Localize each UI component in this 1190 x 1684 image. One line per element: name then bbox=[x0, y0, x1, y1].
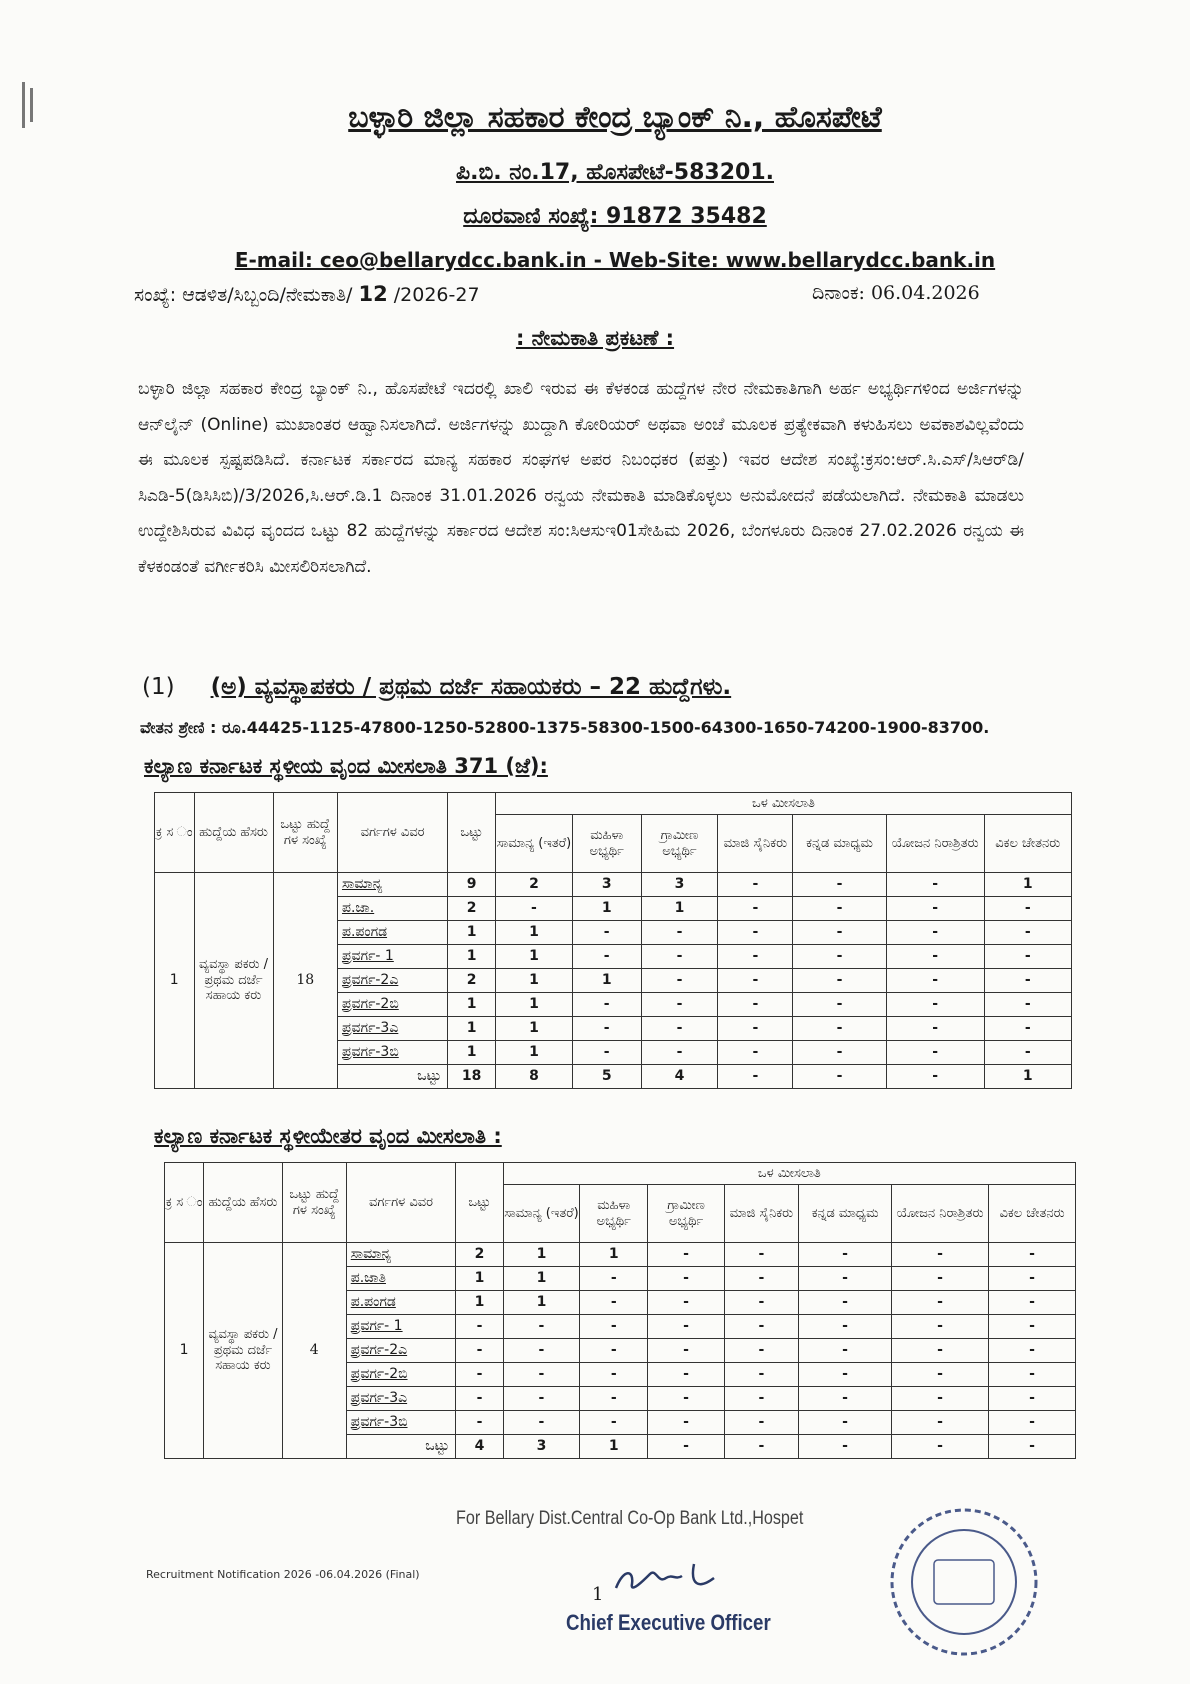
cell-category: ಸಾಮಾನ್ಯ bbox=[346, 1243, 455, 1267]
cell-value: - bbox=[580, 1411, 648, 1435]
cell-total: 1 bbox=[456, 1291, 504, 1315]
col-header-total: ಒಟ್ಟು bbox=[456, 1163, 504, 1243]
cell-value: - bbox=[718, 969, 793, 993]
cell-value: - bbox=[799, 1243, 892, 1267]
cell-total-value: 4 bbox=[641, 1065, 718, 1089]
cell-total-value: 8 bbox=[495, 1065, 572, 1089]
cell-total-value: - bbox=[648, 1435, 724, 1459]
cell-post-name: ವ್ಯವಸ್ಥಾ ಪಕರು / ಪ್ರಥಮ ದರ್ಜೆ ಸಹಾಯ ಕರು bbox=[194, 873, 273, 1089]
cell-value: - bbox=[989, 1387, 1076, 1411]
cell-total: 1 bbox=[448, 921, 496, 945]
cell-value: - bbox=[989, 1315, 1076, 1339]
cell-value: - bbox=[984, 1017, 1071, 1041]
col-header-post: ಹುದ್ದೆಯ ಹೆಸರು bbox=[204, 1163, 282, 1243]
cell-category: ಪ್ರವರ್ಗ-3ಬಿ bbox=[337, 1041, 447, 1065]
cell-value: - bbox=[724, 1411, 798, 1435]
cell-total-value: - bbox=[718, 1065, 793, 1089]
bank-contact: E-mail: ceo@bellarydcc.bank.in - Web-Site: www.bellarydcc.bank.in bbox=[234, 248, 996, 272]
cell-total: 2 bbox=[448, 897, 496, 921]
cell-value: - bbox=[984, 993, 1071, 1017]
cell-category: ಪ.ಪಂಗಡ bbox=[337, 921, 447, 945]
cell-total-value: 4 bbox=[456, 1435, 504, 1459]
col-header-sub-0: ಸಾಮಾನ್ಯ (ಇತರೆ) bbox=[495, 815, 572, 873]
cell-value: 1 bbox=[495, 945, 572, 969]
cell-value: - bbox=[648, 1387, 724, 1411]
cell-value: - bbox=[793, 873, 887, 897]
col-header-sub-4: ಕನ್ನಡ ಮಾಧ್ಯಮ bbox=[793, 815, 887, 873]
cell-total: 1 bbox=[448, 1041, 496, 1065]
col-header-sub-3: ಮಾಜಿ ಸೈನಿಕರು bbox=[718, 815, 793, 873]
cell-value: 1 bbox=[503, 1267, 579, 1291]
cell-value: - bbox=[572, 1041, 641, 1065]
for-bank-line: For Bellary Dist.Central Co-Op Bank Ltd.,Hospet bbox=[456, 1508, 804, 1529]
col-header-category: ವರ್ಗಗಳ ವಿವರ bbox=[346, 1163, 455, 1243]
col-header-sl: ಕ್ರ ಸ ಂ bbox=[155, 793, 195, 873]
cell-total: - bbox=[456, 1315, 504, 1339]
cell-category: ಪ್ರವರ್ಗ-3ಎ bbox=[346, 1387, 455, 1411]
cell-category: ಪ್ರವರ್ಗ-3ಬಿ bbox=[346, 1411, 455, 1435]
cell-value: - bbox=[724, 1243, 798, 1267]
bank-phone: ದೂರವಾಣಿ ಸಂಖ್ಯೆ: 91872 35482 bbox=[463, 204, 767, 229]
cell-value: - bbox=[892, 1363, 989, 1387]
cell-value: 1 bbox=[495, 993, 572, 1017]
cell-value: - bbox=[718, 873, 793, 897]
cell-total-value: - bbox=[892, 1435, 989, 1459]
cell-category: ಪ್ರವರ್ಗ-2ಎ bbox=[337, 969, 447, 993]
cell-total-value: 3 bbox=[503, 1435, 579, 1459]
cell-value: - bbox=[989, 1291, 1076, 1315]
cell-value: 1 bbox=[495, 1017, 572, 1041]
cell-category: ಪ.ಜಾ. bbox=[337, 897, 447, 921]
cell-total-posts: 18 bbox=[273, 873, 337, 1089]
col-header-total: ಒಟ್ಟು bbox=[448, 793, 496, 873]
cell-value: - bbox=[892, 1387, 989, 1411]
col-header-post: ಹುದ್ದೆಯ ಹೆಸರು bbox=[194, 793, 273, 873]
designation: Chief Executive Officer bbox=[566, 1610, 771, 1635]
cell-value: 1 bbox=[572, 969, 641, 993]
cell-value: - bbox=[572, 1017, 641, 1041]
cell-value: - bbox=[572, 945, 641, 969]
col-header-sub-1: ಮಹಿಳಾ ಅಭ್ಯರ್ಥಿ bbox=[572, 815, 641, 873]
cell-value: 3 bbox=[572, 873, 641, 897]
cell-value: - bbox=[886, 897, 984, 921]
cell-value: - bbox=[892, 1243, 989, 1267]
cell-value: - bbox=[892, 1291, 989, 1315]
cell-value: - bbox=[503, 1363, 579, 1387]
cell-value: - bbox=[989, 1411, 1076, 1435]
cell-total: 1 bbox=[456, 1267, 504, 1291]
cell-value: - bbox=[648, 1243, 724, 1267]
footer-note: Recruitment Notification 2026 -06.04.2026 (Final) bbox=[146, 1568, 420, 1581]
cell-value: - bbox=[648, 1291, 724, 1315]
cell-value: - bbox=[648, 1411, 724, 1435]
cell-value: - bbox=[799, 1267, 892, 1291]
cell-value: - bbox=[892, 1411, 989, 1435]
col-header-category: ವರ್ಗಗಳ ವಿವರ bbox=[337, 793, 447, 873]
cell-value: - bbox=[495, 897, 572, 921]
cell-value: - bbox=[580, 1315, 648, 1339]
cell-total-value: - bbox=[799, 1435, 892, 1459]
col-header-sub-2: ಗ್ರಾಮೀಣ ಅಭ್ಯರ್ಥಿ bbox=[648, 1185, 724, 1243]
cell-value: - bbox=[793, 993, 887, 1017]
cell-value: - bbox=[886, 969, 984, 993]
cell-total: - bbox=[456, 1363, 504, 1387]
cell-value: - bbox=[984, 945, 1071, 969]
section-heading: (ಅ) ವ್ಯವಸ್ಥಾಪಕರು / ಪ್ರಥಮ ದರ್ಜೆ ಸಹಾಯಕರು – 22 ಹುದ್ದೆಗಳು. bbox=[210, 674, 732, 700]
cell-value: - bbox=[892, 1315, 989, 1339]
cell-value: - bbox=[989, 1339, 1076, 1363]
col-header-sub-0: ಸಾಮಾನ್ಯ (ಇತರೆ) bbox=[503, 1185, 579, 1243]
cell-total: 1 bbox=[448, 1017, 496, 1041]
cell-value: - bbox=[648, 1339, 724, 1363]
col-header-sub-5: ಯೋಜನ ನಿರಾಶ್ರಿತರು bbox=[886, 815, 984, 873]
notice-date: ದಿನಾಂಕ: 06.04.2026 bbox=[812, 282, 980, 304]
cell-sl: 1 bbox=[155, 873, 195, 1089]
cell-total-value: 1 bbox=[984, 1065, 1071, 1089]
cell-sl: 1 bbox=[165, 1243, 204, 1459]
notice-title: : ನೇಮಕಾತಿ ಪ್ರಕಟಣೆ : bbox=[515, 326, 675, 350]
bank-name: ಬಳ್ಳಾರಿ ಜಿಲ್ಲಾ ಸಹಕಾರ ಕೇಂದ್ರ ಬ್ಯಾಂಕ್ ನಿ., ಹೊಸಪೇಟೆ bbox=[348, 100, 882, 135]
cell-value: - bbox=[886, 1041, 984, 1065]
cell-total-value: - bbox=[886, 1065, 984, 1089]
cell-value: - bbox=[641, 969, 718, 993]
cell-value: - bbox=[724, 1339, 798, 1363]
cell-value: - bbox=[984, 897, 1071, 921]
cell-value: - bbox=[724, 1291, 798, 1315]
cell-value: - bbox=[799, 1291, 892, 1315]
cell-value: - bbox=[580, 1291, 648, 1315]
cell-value: - bbox=[648, 1363, 724, 1387]
cell-value: 1 bbox=[503, 1243, 579, 1267]
col-header-sub-4: ಕನ್ನಡ ಮಾಧ್ಯಮ bbox=[799, 1185, 892, 1243]
table-header-row bbox=[155, 793, 1072, 815]
cell-value: 1 bbox=[495, 921, 572, 945]
cell-value: - bbox=[718, 1041, 793, 1065]
cell-value: - bbox=[641, 1017, 718, 1041]
cell-value: - bbox=[984, 921, 1071, 945]
cell-total-value: 18 bbox=[448, 1065, 496, 1089]
cell-value: - bbox=[886, 921, 984, 945]
table-row bbox=[165, 1243, 1076, 1267]
section-title bbox=[142, 674, 731, 700]
reference-suffix: /2026-27 bbox=[387, 284, 480, 306]
section-number: (1) bbox=[142, 674, 175, 700]
cell-category: ಪ್ರವರ್ಗ-2ಎ bbox=[346, 1339, 455, 1363]
cell-value: - bbox=[793, 921, 887, 945]
cell-category: ಸಾಮಾನ್ಯ bbox=[337, 873, 447, 897]
bank-address: ಪಿ.ಬಿ. ನಂ.17, ಹೊಸಪೇಟೆ-583201. bbox=[455, 160, 774, 185]
col-header-sub-6: ವಿಕಲ ಚೇತನರು bbox=[989, 1185, 1076, 1243]
cell-total-value: - bbox=[989, 1435, 1076, 1459]
cell-value: - bbox=[886, 993, 984, 1017]
cell-total: 1 bbox=[448, 945, 496, 969]
cell-total: 2 bbox=[448, 969, 496, 993]
cell-value: - bbox=[793, 1017, 887, 1041]
cell-value: 1 bbox=[572, 897, 641, 921]
cell-value: - bbox=[793, 969, 887, 993]
cell-category: ಪ್ರವರ್ಗ-3ಎ bbox=[337, 1017, 447, 1041]
cell-value: - bbox=[724, 1315, 798, 1339]
cell-value: - bbox=[984, 1041, 1071, 1065]
page-number: 1 bbox=[592, 1584, 604, 1605]
reference-number bbox=[134, 282, 480, 306]
cell-value: - bbox=[724, 1267, 798, 1291]
cell-total-label: ಒಟ್ಟು bbox=[337, 1065, 447, 1089]
cell-value: - bbox=[793, 945, 887, 969]
cell-value: - bbox=[793, 897, 887, 921]
cell-total: - bbox=[456, 1411, 504, 1435]
cell-value: - bbox=[503, 1411, 579, 1435]
cell-value: - bbox=[892, 1267, 989, 1291]
cell-value: - bbox=[580, 1363, 648, 1387]
cell-value: - bbox=[984, 969, 1071, 993]
cell-total: 9 bbox=[448, 873, 496, 897]
pay-scale: ವೇತನ ಶ್ರೇಣಿ : ರೂ.44425-1125-47800-1250-52800-1375-58300-1500-64300-1650-74200-1900-83700. bbox=[140, 718, 990, 737]
cell-total: - bbox=[456, 1339, 504, 1363]
col-header-sub-3: ಮಾಜಿ ಸೈನಿಕರು bbox=[724, 1185, 798, 1243]
cell-category: ಪ್ರವರ್ಗ- 1 bbox=[337, 945, 447, 969]
cell-value: - bbox=[648, 1267, 724, 1291]
official-seal-icon bbox=[884, 1502, 1044, 1662]
cell-value: - bbox=[989, 1267, 1076, 1291]
cell-value: - bbox=[503, 1339, 579, 1363]
cell-value: - bbox=[989, 1363, 1076, 1387]
cell-value: - bbox=[718, 1017, 793, 1041]
col-header-sl: ಕ್ರ ಸ ಂ bbox=[165, 1163, 204, 1243]
cell-total-value: 1 bbox=[580, 1435, 648, 1459]
cell-value: - bbox=[886, 945, 984, 969]
col-header-sub-6: ವಿಕಲ ಚೇತನರು bbox=[984, 815, 1071, 873]
cell-total-value: - bbox=[724, 1435, 798, 1459]
cell-value: - bbox=[718, 993, 793, 1017]
cell-value: - bbox=[892, 1339, 989, 1363]
cell-value: - bbox=[799, 1363, 892, 1387]
cell-value: - bbox=[580, 1387, 648, 1411]
table-1-title: ಕಲ್ಯಾಣ ಕರ್ನಾಟಕ ಸ್ಥಳೀಯ ವೃಂದ ಮೀಸಲಾತಿ 371 (ಜೆ): bbox=[144, 754, 548, 778]
cell-value: 1 bbox=[495, 969, 572, 993]
notice-paragraph: ಬಳ್ಳಾರಿ ಜಿಲ್ಲಾ ಸಹಕಾರ ಕೇಂದ್ರ ಬ್ಯಾಂಕ್ ನಿ., ಹೊಸಪೇಟೆ ಇದರಲ್ಲಿ ಖಾಲಿ ಇರುವ ಈ ಕೆಳಕಂಡ ಹುದ್ದೆಗಳ ನೇರ ನೇಮಕಾತಿಗಾಗಿ ಅರ್ಹ ಅಭ್ಯರ್ಥಿಗಳಿಂದ ಅರ್ಜಿಗಳನ್ನು ಆನ್‌ಲೈನ್ (Online) ಮುಖಾಂತರ ಆಹ್ವಾನಿಸಲಾಗಿದೆ. ಅರ್ಜಿಗಳನ್ನು ಖುದ್ದಾಗಿ ಕೋರಿಯರ್ ಅಥವಾ ಅಂಚೆ ಮೂಲಕ ಪ್ರತ್ಯೇಕವಾಗಿ ಕಳುಹಿಸಲು ಅವಕಾಶವಿಲ್ಲವೆಂದು ಈ ಮೂಲಕ ಸ್ಪಷ್ಟಪಡಿಸಿದೆ. ಕರ್ನಾಟಕ ಸರ್ಕಾರದ ಮಾನ್ಯ ಸಹಕಾರ ಸಂಘಗಳ ಅಪರ ನಿಬಂಧಕರ (ಪತ್ತು) ಇವರ ಆದೇಶ ಸಂಖ್ಯೆ:ಕ್ರಸಂ:ಆರ್.ಸಿ.ಎಸ್/ಸಿಆರ್‌ಡಿ/ಸಿಎಡಿ-5(ಡಿಸಿಸಿಬಿ)/3/2026,ಸಿ.ಆರ್.ಡಿ.1 ದಿನಾಂಕ 31.01.2026 ರನ್ವಯ ನೇಮಕಾತಿ ಮಾಡಿಕೊಳ್ಳಲು ಅನುಮೋದನೆ ಪಡೆಯಲಾಗಿದೆ. ನೇಮಕಾತಿ ಮಾಡಲು ಉದ್ದೇಶಿಸಿರುವ ವಿವಿಧ ವೃಂದದ ಒಟ್ಟು 82 ಹುದ್ದೆಗಳನ್ನು ಸರ್ಕಾರದ ಆದೇಶ ಸಂ:ಸಿಆಸುಇ01ಸೇಹಿಮ 2026, ಬೆಂಗಳೂರು ದಿನಾಂಕ 27.02.2026 ರನ್ವಯ ಈ ಕೆಳಕಂಡಂತೆ ವರ್ಗೀಕರಿಸಿ ಮೀಸಲಿರಿಸಲಾಗಿದೆ. bbox=[138, 379, 1024, 577]
cell-value: - bbox=[648, 1315, 724, 1339]
cell-value: - bbox=[580, 1339, 648, 1363]
cell-value: - bbox=[799, 1339, 892, 1363]
cell-value: - bbox=[886, 1017, 984, 1041]
cell-total-posts: 4 bbox=[282, 1243, 346, 1459]
cell-value: - bbox=[886, 873, 984, 897]
reservation-table-non-local bbox=[164, 1162, 1076, 1459]
cell-post-name: ವ್ಯವಸ್ಥಾ ಪಕರು / ಪ್ರಥಮ ದರ್ಜೆ ಸಹಾಯ ಕರು bbox=[204, 1243, 282, 1459]
cell-value: 1 bbox=[495, 1041, 572, 1065]
cell-value: - bbox=[503, 1387, 579, 1411]
cell-value: - bbox=[799, 1411, 892, 1435]
cell-total-label: ಒಟ್ಟು bbox=[346, 1435, 455, 1459]
cell-total: 1 bbox=[448, 993, 496, 1017]
cell-value: - bbox=[580, 1267, 648, 1291]
cell-value: - bbox=[503, 1315, 579, 1339]
cell-value: 3 bbox=[641, 873, 718, 897]
cell-value: - bbox=[572, 921, 641, 945]
cell-value: - bbox=[641, 993, 718, 1017]
cell-value: - bbox=[641, 945, 718, 969]
cell-value: 1 bbox=[984, 873, 1071, 897]
cell-value: - bbox=[641, 1041, 718, 1065]
cell-value: - bbox=[799, 1387, 892, 1411]
reference-serial: 12 bbox=[358, 282, 388, 306]
cell-value: 1 bbox=[503, 1291, 579, 1315]
col-header-sub-reservation: ಒಳ ಮೀಸಲಾತಿ bbox=[503, 1163, 1075, 1185]
cell-total: - bbox=[456, 1387, 504, 1411]
col-header-sub-2: ಗ್ರಾಮೀಣ ಅಭ್ಯರ್ಥಿ bbox=[641, 815, 718, 873]
cell-total: 2 bbox=[456, 1243, 504, 1267]
cell-category: ಪ.ಜಾತಿ bbox=[346, 1267, 455, 1291]
cell-value: - bbox=[724, 1363, 798, 1387]
cell-value: - bbox=[724, 1387, 798, 1411]
signature-mark bbox=[610, 1550, 740, 1600]
cell-value: - bbox=[718, 897, 793, 921]
table-header-row bbox=[165, 1163, 1076, 1185]
cell-category: ಪ.ಪಂಗಡ bbox=[346, 1291, 455, 1315]
cell-value: - bbox=[718, 945, 793, 969]
table-2-title: ಕಲ್ಯಾಣ ಕರ್ನಾಟಕ ಸ್ಥಳೀಯೇತರ ವೃಂದ ಮೀಸಲಾತಿ : bbox=[154, 1124, 502, 1148]
cell-value: - bbox=[718, 921, 793, 945]
col-header-sub-1: ಮಹಿಳಾ ಅಭ್ಯರ್ಥಿ bbox=[580, 1185, 648, 1243]
cell-category: ಪ್ರವರ್ಗ-2ಬಿ bbox=[337, 993, 447, 1017]
cell-value: - bbox=[641, 921, 718, 945]
cell-category: ಪ್ರವರ್ಗ- 1 bbox=[346, 1315, 455, 1339]
col-header-sub-reservation: ಒಳ ಮೀಸಲಾತಿ bbox=[495, 793, 1071, 815]
cell-value: 2 bbox=[495, 873, 572, 897]
table-row bbox=[155, 873, 1072, 897]
col-header-total-posts: ಒಟ್ಟು ಹುದ್ದೆ ಗಳ ಸಂಖ್ಯೆ bbox=[273, 793, 337, 873]
reservation-table-local bbox=[154, 792, 1072, 1089]
cell-value: - bbox=[793, 1041, 887, 1065]
cell-value: - bbox=[799, 1315, 892, 1339]
cell-value: 1 bbox=[641, 897, 718, 921]
cell-category: ಪ್ರವರ್ಗ-2ಬಿ bbox=[346, 1363, 455, 1387]
reference-prefix: ಸಂಖ್ಯೆ: ಆಡಳಿತ/ಸಿಬ್ಬಂದಿ/ನೇಮಕಾತಿ/ bbox=[134, 284, 359, 306]
cell-total-value: 5 bbox=[572, 1065, 641, 1089]
cell-value: - bbox=[989, 1243, 1076, 1267]
cell-total-value: - bbox=[793, 1065, 887, 1089]
cell-value: - bbox=[572, 993, 641, 1017]
col-header-sub-5: ಯೋಜನ ನಿರಾಶ್ರಿತರು bbox=[892, 1185, 989, 1243]
cell-value: 1 bbox=[580, 1243, 648, 1267]
col-header-total-posts: ಒಟ್ಟು ಹುದ್ದೆ ಗಳ ಸಂಖ್ಯೆ bbox=[282, 1163, 346, 1243]
